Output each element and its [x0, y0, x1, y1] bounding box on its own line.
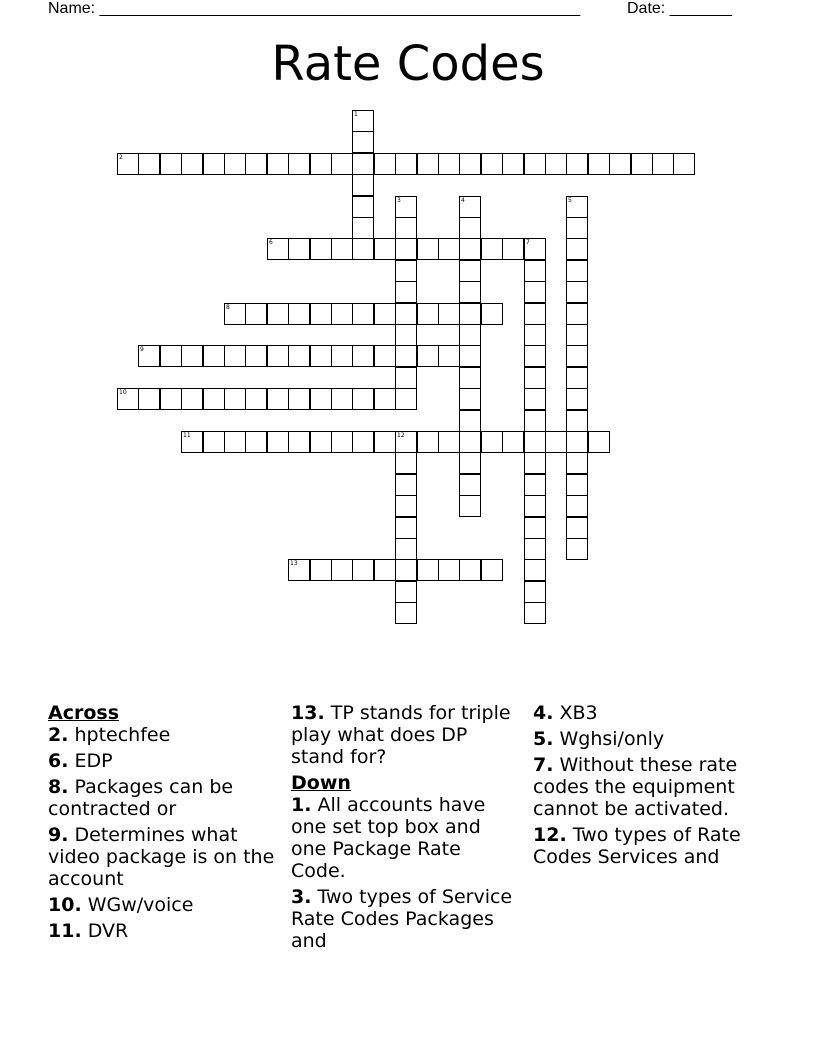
crossword-cell[interactable]	[310, 345, 332, 367]
crossword-cell[interactable]	[566, 538, 588, 560]
crossword-cell[interactable]	[459, 452, 481, 474]
crossword-cell[interactable]	[459, 474, 481, 496]
crossword-cell[interactable]	[352, 196, 374, 218]
crossword-cell[interactable]	[267, 388, 289, 410]
crossword-cell[interactable]	[352, 388, 374, 410]
clue-number-label: 9	[140, 346, 144, 353]
crossword-cell[interactable]	[566, 260, 588, 282]
crossword-cell[interactable]	[267, 431, 289, 453]
crossword-cell[interactable]	[331, 345, 353, 367]
crossword-cell[interactable]	[395, 474, 417, 496]
crossword-cell[interactable]	[417, 238, 439, 260]
crossword-cell[interactable]	[395, 260, 417, 282]
crossword-cell[interactable]	[395, 388, 417, 410]
crossword-cell[interactable]	[117, 153, 139, 175]
crossword-cell[interactable]	[459, 559, 481, 581]
crossword-cell[interactable]	[438, 431, 460, 453]
crossword-cell[interactable]	[395, 452, 417, 474]
crossword-cell[interactable]	[352, 345, 374, 367]
crossword-cell[interactable]	[481, 431, 503, 453]
crossword-cell[interactable]	[524, 431, 546, 453]
crossword-cell[interactable]	[374, 431, 396, 453]
crossword-cell[interactable]	[566, 303, 588, 325]
clue-down-1: 1. All accounts have one set top box and one Package Rate Code.	[291, 794, 486, 882]
crossword-cell[interactable]	[352, 153, 374, 175]
crossword-cell[interactable]	[502, 238, 524, 260]
date-field-label: Date: _______	[627, 0, 732, 17]
crossword-cell[interactable]	[524, 559, 546, 581]
crossword-cell[interactable]	[588, 153, 610, 175]
crossword-cell[interactable]	[524, 324, 546, 346]
crossword-cell[interactable]	[438, 559, 460, 581]
crossword-cell[interactable]	[566, 388, 588, 410]
crossword-cell[interactable]	[395, 345, 417, 367]
crossword-cell[interactable]	[374, 303, 396, 325]
crossword-cell[interactable]	[395, 517, 417, 539]
crossword-cell[interactable]	[245, 431, 267, 453]
clue-number-label: 8	[226, 304, 230, 311]
clue-number-label: 5	[568, 197, 572, 204]
crossword-cell[interactable]	[545, 431, 567, 453]
clue-across-10: 10. WGw/voice	[48, 894, 194, 916]
crossword-cell[interactable]	[566, 410, 588, 432]
clue-down-3: 3. Two types of Service Rate Codes Packages and	[291, 886, 513, 952]
crossword-cell[interactable]	[459, 281, 481, 303]
clue-number-label: 1	[354, 111, 358, 118]
crossword-cell[interactable]	[417, 345, 439, 367]
clue-across-11: 11. DVR	[48, 920, 129, 942]
crossword-cell[interactable]	[395, 153, 417, 175]
crossword-cell[interactable]	[310, 238, 332, 260]
crossword-cell[interactable]	[417, 303, 439, 325]
crossword-cell[interactable]	[181, 388, 203, 410]
clue-number-label: 3	[397, 197, 401, 204]
clue-number-label: 13	[290, 560, 298, 567]
crossword-cell[interactable]	[288, 303, 310, 325]
name-field-label: Name: ______________________________________________________	[48, 0, 581, 17]
crossword-cell[interactable]	[331, 431, 353, 453]
crossword-cell[interactable]	[331, 388, 353, 410]
crossword-cell[interactable]	[459, 388, 481, 410]
crossword-cell[interactable]	[459, 495, 481, 517]
crossword-cell[interactable]	[417, 431, 439, 453]
clue-across-13: 13. TP stands for triple play what does DP stand for?	[291, 702, 511, 768]
crossword-cell[interactable]	[524, 153, 546, 175]
clue-number-label: 2	[119, 154, 123, 161]
crossword-cell[interactable]	[631, 153, 653, 175]
crossword-cell[interactable]	[395, 495, 417, 517]
crossword-cell[interactable]	[481, 303, 503, 325]
crossword-cell[interactable]	[331, 238, 353, 260]
crossword-cell[interactable]	[224, 345, 246, 367]
clue-column-2	[291, 702, 521, 956]
clue-across-2: 2. hptechfee	[48, 724, 171, 746]
crossword-cell[interactable]	[352, 131, 374, 153]
crossword-cell[interactable]	[481, 238, 503, 260]
crossword-cell[interactable]	[395, 367, 417, 389]
crossword-cell[interactable]	[481, 559, 503, 581]
clue-down-7: 7. Without these rate codes the equipment cannot be activated.	[533, 754, 738, 820]
crossword-cell[interactable]	[331, 153, 353, 175]
clue-number-label: 11	[183, 432, 191, 439]
crossword-cell[interactable]	[459, 196, 481, 218]
crossword-cell[interactable]	[588, 431, 610, 453]
crossword-cell[interactable]	[352, 110, 374, 132]
crossword-cell[interactable]	[138, 345, 160, 367]
crossword-cell[interactable]	[566, 281, 588, 303]
crossword-cell[interactable]	[374, 345, 396, 367]
crossword-cell[interactable]	[438, 345, 460, 367]
crossword-cell[interactable]	[566, 495, 588, 517]
crossword-cell[interactable]	[203, 388, 225, 410]
crossword-cell[interactable]	[524, 260, 546, 282]
clue-across-6: 6. EDP	[48, 750, 113, 772]
crossword-cell[interactable]	[310, 388, 332, 410]
crossword-cell[interactable]	[459, 303, 481, 325]
crossword-cell[interactable]	[352, 217, 374, 239]
crossword-cell[interactable]	[395, 303, 417, 325]
crossword-cell[interactable]	[224, 153, 246, 175]
crossword-cell[interactable]	[267, 153, 289, 175]
crossword-cell[interactable]	[288, 388, 310, 410]
crossword-cell[interactable]	[524, 602, 546, 624]
crossword-cell[interactable]	[117, 388, 139, 410]
crossword-cell[interactable]	[524, 474, 546, 496]
crossword-cell[interactable]	[459, 324, 481, 346]
crossword-cell[interactable]	[374, 238, 396, 260]
crossword-cell[interactable]	[374, 388, 396, 410]
crossword-cell[interactable]	[267, 238, 289, 260]
crossword-cell[interactable]	[224, 303, 246, 325]
crossword-cell[interactable]	[224, 388, 246, 410]
crossword-cell[interactable]	[331, 303, 353, 325]
crossword-cell[interactable]	[502, 431, 524, 453]
crossword-cell[interactable]	[459, 153, 481, 175]
crossword-cell[interactable]	[288, 431, 310, 453]
clue-column-1	[48, 702, 283, 946]
crossword-cell[interactable]	[459, 345, 481, 367]
crossword-cell[interactable]	[438, 303, 460, 325]
crossword-cell[interactable]	[310, 303, 332, 325]
crossword-cell[interactable]	[160, 153, 182, 175]
crossword-cell[interactable]	[245, 345, 267, 367]
crossword-cell[interactable]	[524, 452, 546, 474]
crossword-cell[interactable]	[331, 559, 353, 581]
across-heading: Across	[48, 702, 120, 724]
page-title: Rate Codes	[271, 36, 545, 92]
crossword-cell[interactable]	[203, 153, 225, 175]
crossword-cell[interactable]	[352, 559, 374, 581]
crossword-cell[interactable]	[352, 303, 374, 325]
crossword-cell[interactable]	[566, 474, 588, 496]
crossword-cell[interactable]	[566, 345, 588, 367]
clue-column-3	[533, 702, 773, 872]
crossword-cell[interactable]	[352, 174, 374, 196]
crossword-cell[interactable]	[417, 559, 439, 581]
crossword-cell[interactable]	[288, 345, 310, 367]
crossword-cell[interactable]	[459, 238, 481, 260]
clue-number-label: 7	[526, 239, 530, 246]
clue-down-4: 4. XB3	[533, 702, 598, 724]
crossword-cell[interactable]	[395, 602, 417, 624]
clue-down-12: 12. Two types of Rate Codes Services and	[533, 824, 741, 868]
crossword-cell[interactable]	[524, 238, 546, 260]
crossword-cell[interactable]	[673, 153, 695, 175]
crossword-cell[interactable]	[310, 431, 332, 453]
crossword-cell[interactable]	[566, 324, 588, 346]
crossword-cell[interactable]	[245, 153, 267, 175]
crossword-cell[interactable]	[566, 452, 588, 474]
crossword-cell[interactable]	[310, 559, 332, 581]
clue-number-label: 6	[269, 239, 273, 246]
crossword-cell[interactable]	[566, 238, 588, 260]
crossword-cell[interactable]	[566, 517, 588, 539]
crossword-cell[interactable]	[395, 559, 417, 581]
crossword-cell[interactable]	[267, 303, 289, 325]
crossword-cell[interactable]	[566, 153, 588, 175]
crossword-cell[interactable]	[352, 431, 374, 453]
crossword-cell[interactable]	[459, 260, 481, 282]
crossword-cell[interactable]	[524, 517, 546, 539]
crossword-cell[interactable]	[566, 217, 588, 239]
crossword-cell[interactable]	[352, 238, 374, 260]
crossword-cell[interactable]	[459, 367, 481, 389]
crossword-cell[interactable]	[524, 538, 546, 560]
crossword-cell[interactable]	[524, 367, 546, 389]
crossword-cell[interactable]	[459, 431, 481, 453]
crossword-cell[interactable]	[160, 388, 182, 410]
clue-number-label: 10	[119, 389, 127, 396]
crossword-cell[interactable]	[524, 410, 546, 432]
crossword-cell[interactable]	[524, 303, 546, 325]
crossword-cell[interactable]	[566, 367, 588, 389]
crossword-cell[interactable]	[395, 238, 417, 260]
crossword-cell[interactable]	[288, 238, 310, 260]
crossword-cell[interactable]	[203, 431, 225, 453]
crossword-cell[interactable]	[374, 153, 396, 175]
crossword-cell[interactable]	[395, 281, 417, 303]
clue-down-5: 5. Wghsi/only	[533, 728, 665, 750]
crossword-cell[interactable]	[395, 196, 417, 218]
crossword-cell[interactable]	[438, 238, 460, 260]
crossword-cell[interactable]	[524, 345, 546, 367]
crossword-cell[interactable]	[545, 153, 567, 175]
crossword-cell[interactable]	[310, 153, 332, 175]
clue-across-9: 9. Determines what video package is on the account	[48, 824, 275, 890]
crossword-cell[interactable]	[524, 495, 546, 517]
crossword-cell[interactable]	[138, 388, 160, 410]
crossword-cell[interactable]	[524, 581, 546, 603]
crossword-cell[interactable]	[524, 281, 546, 303]
crossword-cell[interactable]	[395, 217, 417, 239]
crossword-cell[interactable]	[245, 388, 267, 410]
crossword-cell[interactable]	[288, 153, 310, 175]
clue-number-label: 12	[397, 432, 405, 439]
crossword-cell[interactable]	[652, 153, 674, 175]
crossword-cell[interactable]	[203, 345, 225, 367]
clue-across-8: 8. Packages can be contracted or	[48, 776, 234, 820]
clue-number-label: 4	[461, 197, 465, 204]
crossword-cell[interactable]	[374, 559, 396, 581]
crossword-cell[interactable]	[395, 581, 417, 603]
crossword-cell[interactable]	[566, 196, 588, 218]
crossword-cell[interactable]	[224, 431, 246, 453]
crossword-cell[interactable]	[138, 153, 160, 175]
crossword-cell[interactable]	[181, 345, 203, 367]
crossword-cell[interactable]	[438, 153, 460, 175]
crossword-cell[interactable]	[288, 559, 310, 581]
crossword-cell[interactable]	[417, 153, 439, 175]
crossword-cell[interactable]	[395, 538, 417, 560]
crossword-cell[interactable]	[267, 345, 289, 367]
crossword-cell[interactable]	[181, 153, 203, 175]
crossword-cell[interactable]	[524, 388, 546, 410]
crossword-cell[interactable]	[459, 410, 481, 432]
crossword-cell[interactable]	[160, 345, 182, 367]
crossword-cell[interactable]	[566, 431, 588, 453]
crossword-cell[interactable]	[502, 153, 524, 175]
crossword-cell[interactable]	[481, 153, 503, 175]
crossword-cell[interactable]	[395, 324, 417, 346]
crossword-cell[interactable]	[609, 153, 631, 175]
crossword-cell[interactable]	[245, 303, 267, 325]
crossword-cell[interactable]	[459, 217, 481, 239]
down-heading: Down	[291, 772, 351, 794]
crossword-cell[interactable]	[395, 431, 417, 453]
crossword-cell[interactable]	[181, 431, 203, 453]
